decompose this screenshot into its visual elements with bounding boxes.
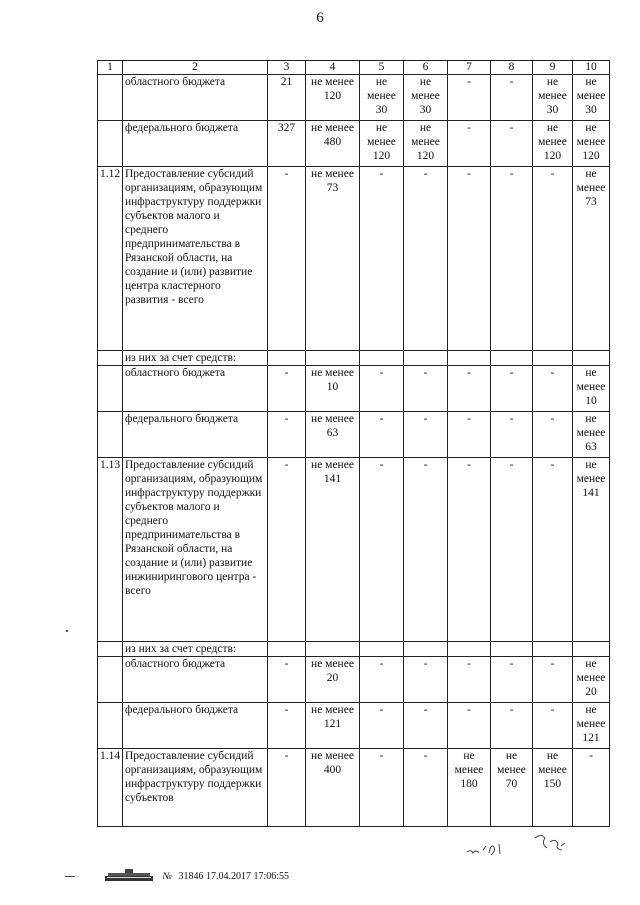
- header-cell: 4: [306, 61, 360, 75]
- cell-col5: -: [360, 412, 404, 458]
- cell-col4: не менее 400: [306, 749, 360, 827]
- data-table: [97, 60, 610, 827]
- cell-col8: -: [491, 366, 533, 412]
- cell-col8: -: [491, 657, 533, 703]
- cell-col4: не менее 10: [306, 366, 360, 412]
- cell-col9: -: [533, 703, 573, 749]
- row-number: [98, 75, 123, 121]
- table-row: [98, 75, 610, 121]
- cell-col7: [448, 642, 491, 657]
- scan-speck: [66, 630, 68, 632]
- row-number: [98, 657, 123, 703]
- row-name: Предоставление субсидий организациям, образующим инфраструктуру поддержки субъектов малого и среднего предпринимательства в Рязанской области, на создание и (или) развитие центра кластерного развития - всего: [123, 167, 268, 351]
- row-name: областного бюджета: [123, 75, 268, 121]
- cell-col9: -: [533, 458, 573, 642]
- cell-col6: не менее 30: [404, 75, 448, 121]
- header-cell: 2: [123, 61, 268, 75]
- cell-col6: [404, 642, 448, 657]
- header-cell: 7: [448, 61, 491, 75]
- cell-col5: -: [360, 458, 404, 642]
- cell-col6: не менее 120: [404, 121, 448, 167]
- cell-col3: -: [268, 366, 306, 412]
- cell-col3: 21: [268, 75, 306, 121]
- cell-col5: не менее 30: [360, 75, 404, 121]
- row-name: областного бюджета: [123, 366, 268, 412]
- cell-col7: -: [448, 75, 491, 121]
- cell-col10: не менее 10: [573, 366, 610, 412]
- row-number: [98, 642, 123, 657]
- cell-col9: не менее 150: [533, 749, 573, 827]
- cell-col3: 327: [268, 121, 306, 167]
- row-name: Предоставление субсидий организациям, образующим инфраструктуру поддержки субъектов малого и среднего предпринимательства в Рязанской области, на создание и (или) развитие инжинирингового центра - всего: [123, 458, 268, 642]
- cell-col5: не менее 120: [360, 121, 404, 167]
- header-cell: 9: [533, 61, 573, 75]
- cell-col8: -: [491, 121, 533, 167]
- row-number: [98, 366, 123, 412]
- document-footer: [104, 868, 289, 885]
- cell-col3: [268, 351, 306, 366]
- table-row: [98, 412, 610, 458]
- header-cell: 10: [573, 61, 610, 75]
- cell-col4: не менее 141: [306, 458, 360, 642]
- cell-col8: -: [491, 167, 533, 351]
- cell-col4: не менее 73: [306, 167, 360, 351]
- cell-col4: не менее 20: [306, 657, 360, 703]
- row-number: [98, 121, 123, 167]
- cell-col4: [306, 351, 360, 366]
- cell-col8: -: [491, 75, 533, 121]
- header-cell: 8: [491, 61, 533, 75]
- header-cell: 3: [268, 61, 306, 75]
- cell-col9: -: [533, 412, 573, 458]
- row-name: из них за счет средств:: [123, 642, 268, 657]
- table-row: [98, 642, 610, 657]
- cell-col7: -: [448, 167, 491, 351]
- header-cell: 6: [404, 61, 448, 75]
- registry-logo-icon: [104, 868, 154, 885]
- cell-col3: -: [268, 703, 306, 749]
- cell-col3: -: [268, 458, 306, 642]
- table-row: [98, 749, 610, 827]
- cell-col3: -: [268, 749, 306, 827]
- cell-col6: [404, 351, 448, 366]
- document-number: 31846: [178, 870, 204, 882]
- cell-col8: -: [491, 458, 533, 642]
- number-sign-icon: №: [162, 870, 172, 882]
- cell-col10: -: [573, 749, 610, 827]
- cell-col6: -: [404, 366, 448, 412]
- row-number: [98, 351, 123, 366]
- cell-col5: -: [360, 167, 404, 351]
- cell-col3: [268, 642, 306, 657]
- cell-col4: не менее 120: [306, 75, 360, 121]
- cell-col3: -: [268, 657, 306, 703]
- margin-mark: [65, 876, 75, 877]
- row-name: федерального бюджета: [123, 412, 268, 458]
- row-number: 1.13: [98, 458, 123, 642]
- cell-col5: -: [360, 703, 404, 749]
- row-name: областного бюджета: [123, 657, 268, 703]
- cell-col4: не менее 480: [306, 121, 360, 167]
- cell-col10: не менее 120: [573, 121, 610, 167]
- cell-col9: -: [533, 657, 573, 703]
- table-row: [98, 458, 610, 642]
- cell-col4: не менее 63: [306, 412, 360, 458]
- row-number: 1.14: [98, 749, 123, 827]
- cell-col9: -: [533, 167, 573, 351]
- cell-col6: -: [404, 167, 448, 351]
- cell-col8: [491, 351, 533, 366]
- handwritten-signature-icon: [465, 830, 575, 862]
- cell-col4: не менее 121: [306, 703, 360, 749]
- cell-col9: не менее 30: [533, 75, 573, 121]
- cell-col5: [360, 642, 404, 657]
- document-timestamp: 17.04.2017 17:06:55: [205, 870, 289, 882]
- cell-col5: [360, 351, 404, 366]
- header-cell: 1: [98, 61, 123, 75]
- cell-col5: -: [360, 366, 404, 412]
- cell-col9: [533, 351, 573, 366]
- cell-col9: [533, 642, 573, 657]
- cell-col6: -: [404, 749, 448, 827]
- cell-col7: -: [448, 703, 491, 749]
- row-number: [98, 412, 123, 458]
- cell-col6: -: [404, 657, 448, 703]
- cell-col10: не менее 141: [573, 458, 610, 642]
- cell-col10: не менее 30: [573, 75, 610, 121]
- cell-col10: не менее 63: [573, 412, 610, 458]
- cell-col6: -: [404, 458, 448, 642]
- cell-col7: -: [448, 458, 491, 642]
- table-row: [98, 167, 610, 351]
- cell-col9: -: [533, 366, 573, 412]
- cell-col6: -: [404, 703, 448, 749]
- page-number: 6: [316, 10, 324, 26]
- cell-col5: -: [360, 749, 404, 827]
- cell-col7: не менее 180: [448, 749, 491, 827]
- cell-col7: -: [448, 657, 491, 703]
- cell-col10: [573, 351, 610, 366]
- cell-col9: не менее 120: [533, 121, 573, 167]
- row-name: федерального бюджета: [123, 121, 268, 167]
- cell-col10: не менее 73: [573, 167, 610, 351]
- cell-col7: -: [448, 121, 491, 167]
- cell-col6: -: [404, 412, 448, 458]
- cell-col8: [491, 642, 533, 657]
- cell-col8: -: [491, 412, 533, 458]
- header-row: [98, 61, 610, 75]
- table-row: [98, 657, 610, 703]
- table-row: [98, 703, 610, 749]
- row-name: из них за счет средств:: [123, 351, 268, 366]
- row-number: [98, 703, 123, 749]
- cell-col10: не менее 121: [573, 703, 610, 749]
- row-name: федерального бюджета: [123, 703, 268, 749]
- cell-col3: -: [268, 412, 306, 458]
- cell-col10: не менее 20: [573, 657, 610, 703]
- cell-col7: [448, 351, 491, 366]
- row-number: 1.12: [98, 167, 123, 351]
- cell-col7: -: [448, 366, 491, 412]
- header-cell: 5: [360, 61, 404, 75]
- cell-col5: -: [360, 657, 404, 703]
- cell-col4: [306, 642, 360, 657]
- cell-col7: -: [448, 412, 491, 458]
- row-name: Предоставление субсидий организациям, образующим инфраструктуру поддержки субъектов: [123, 749, 268, 827]
- table-row: [98, 366, 610, 412]
- table-row: [98, 351, 610, 366]
- cell-col8: не менее 70: [491, 749, 533, 827]
- cell-col10: [573, 642, 610, 657]
- table-row: [98, 121, 610, 167]
- cell-col8: -: [491, 703, 533, 749]
- cell-col3: -: [268, 167, 306, 351]
